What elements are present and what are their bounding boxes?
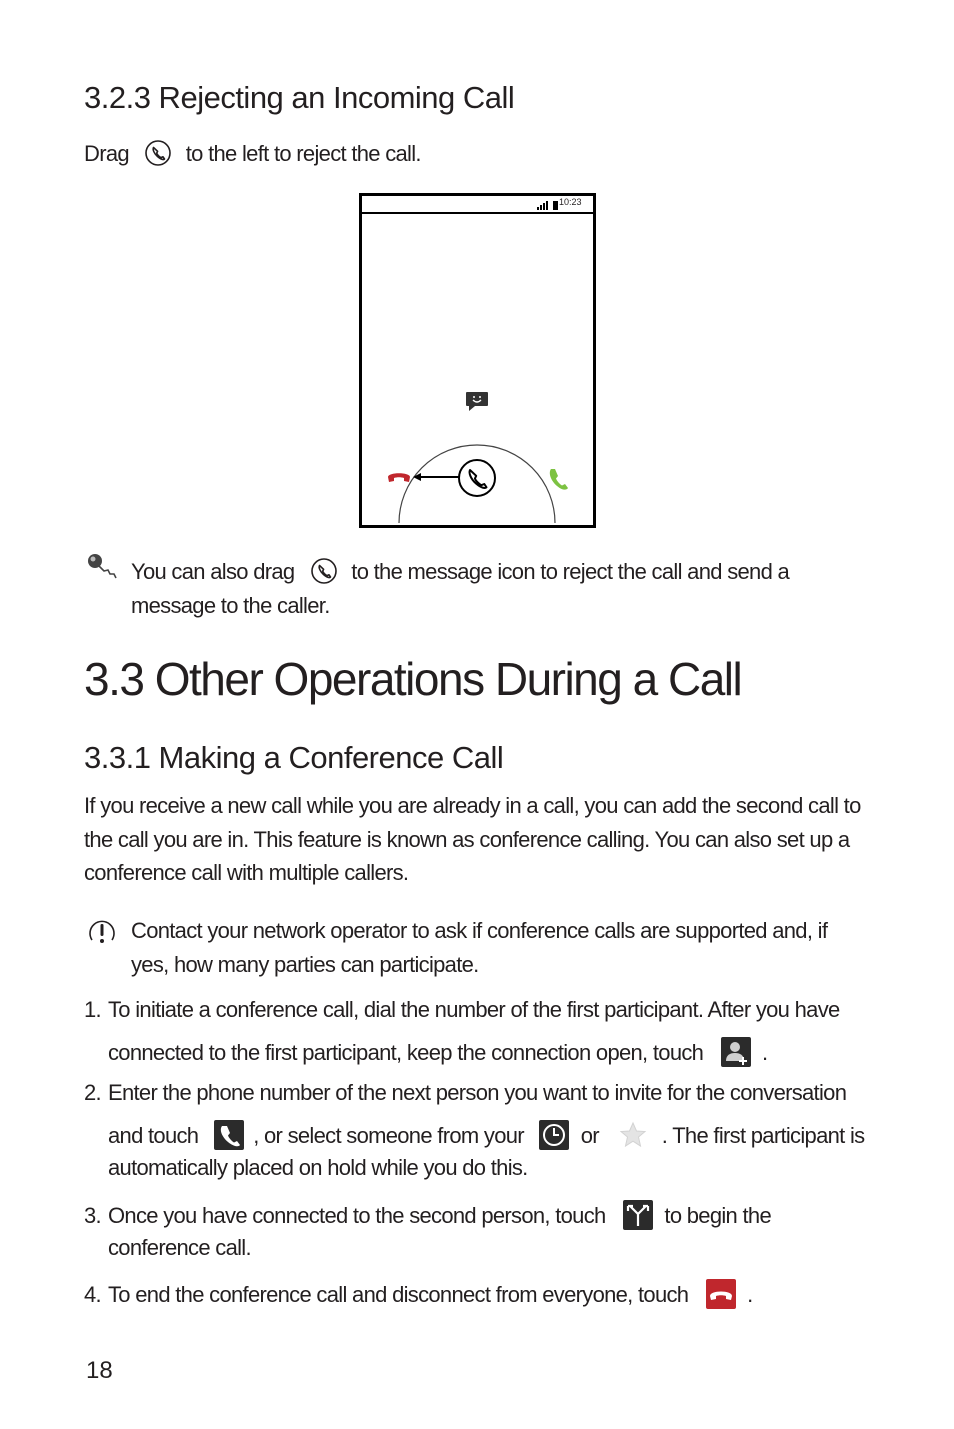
tip-text — [131, 559, 789, 587]
step-text: . The first participant is — [661, 1122, 865, 1148]
step-4-line1 — [84, 1281, 753, 1311]
step-number: 2. — [84, 1080, 101, 1105]
step-text: Once you have connected to the second person, touch — [108, 1202, 606, 1228]
step-text: Enter the phone number of the next person you want to invite for the conversation — [108, 1080, 847, 1105]
caution-icon — [86, 916, 118, 948]
call-log-clock-icon — [539, 1120, 569, 1150]
step-3-line2: conference call. — [108, 1235, 251, 1260]
step-2-line1 — [84, 1080, 846, 1106]
step-text: connected to the first participant, keep the connection open, touch — [108, 1039, 704, 1065]
step-2-line3: automatically placed on hold while you do this. — [108, 1155, 528, 1180]
favorites-star-icon — [618, 1120, 648, 1150]
step-text: to begin the — [664, 1202, 771, 1228]
step-number: 1. — [84, 997, 101, 1022]
section-heading-rejecting-call: 3.2.3 Rejecting an Incoming Call — [84, 80, 515, 115]
phone-answer-icon — [310, 557, 338, 585]
step-text: To end the conference call and disconnect from everyone, touch — [108, 1281, 689, 1307]
tip-text-post: to the message icon to reject the call and send a — [351, 559, 790, 584]
step-text-end: . — [762, 1039, 768, 1065]
status-time: 10:23 — [559, 197, 582, 207]
accept-call-icon — [546, 466, 570, 492]
dialer-phone-icon — [214, 1120, 244, 1150]
reject-call-icon — [385, 465, 413, 487]
tip-text-line2: message to the caller. — [131, 593, 330, 618]
answer-handle-icon — [457, 458, 497, 498]
step-text-end: . — [747, 1281, 753, 1307]
section-heading-other-operations: 3.3 Other Operations During a Call — [84, 653, 742, 705]
step-number: 3. — [84, 1202, 101, 1228]
note-text-line1: Contact your network operator to ask if conference calls are supported and, if — [131, 918, 828, 943]
step-3-line1 — [84, 1202, 771, 1232]
end-call-icon — [706, 1279, 736, 1309]
drag-instruction — [84, 141, 421, 169]
message-icon — [465, 391, 489, 413]
step-1-line2 — [108, 1039, 767, 1069]
step-text: To initiate a conference call, dial the number of the first participant. After you have — [108, 997, 840, 1022]
conference-intro-paragraph: If you receive a new call while you are already in a call, you can add the second call to the call you are in. This feature is known as conference calling. You can also set up a conference call with multiple callers. — [84, 793, 861, 885]
tip-icon — [86, 552, 120, 580]
section-heading-conference-call: 3.3.1 Making a Conference Call — [84, 740, 504, 775]
note-text-line2: yes, how many parties can participate. — [131, 952, 479, 977]
drag-text-pre: Drag — [84, 141, 129, 166]
step-number: 4. — [84, 1281, 101, 1307]
step-text: and touch — [108, 1122, 199, 1148]
incoming-call-screen-illustration — [359, 193, 596, 528]
tip-text-pre: You can also drag — [131, 559, 295, 584]
page-number: 18 — [86, 1357, 113, 1384]
step-2-line2 — [108, 1122, 864, 1152]
add-call-icon — [721, 1037, 751, 1067]
drag-text-post: to the left to reject the call. — [185, 141, 421, 166]
phone-answer-icon — [144, 139, 172, 167]
merge-calls-icon — [623, 1200, 653, 1230]
step-1-line1 — [84, 997, 840, 1023]
step-text: or — [580, 1122, 599, 1148]
step-text: , or select someone from your — [253, 1122, 524, 1148]
